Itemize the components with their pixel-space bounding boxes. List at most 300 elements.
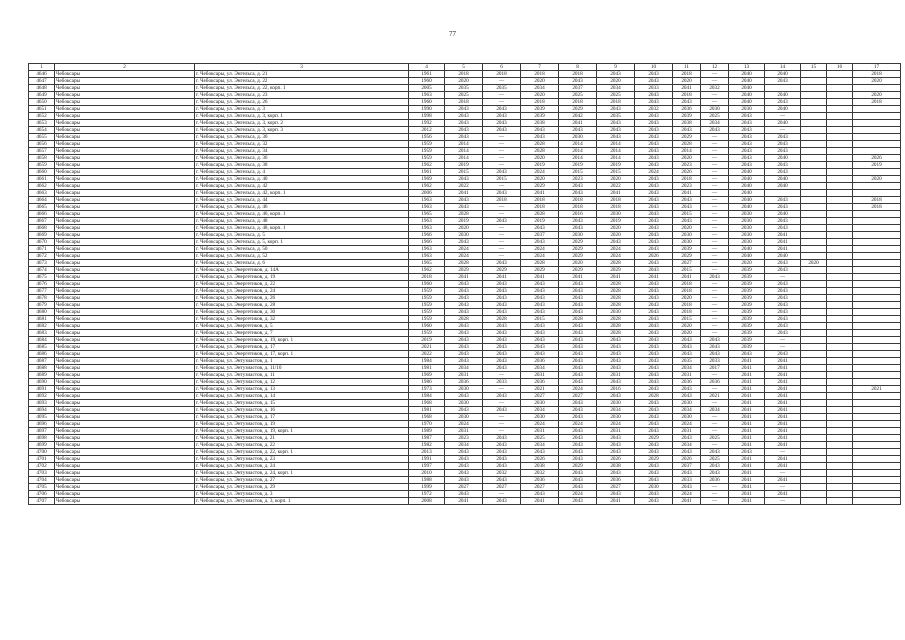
year-cell: 2043 bbox=[765, 260, 801, 267]
row-number-cell: 4662 bbox=[29, 183, 55, 190]
year-cell: 2024 bbox=[635, 169, 673, 176]
year-cell bbox=[801, 246, 827, 253]
table-row bbox=[29, 134, 901, 141]
year-cell: 2043 bbox=[559, 358, 597, 365]
year-cell: 2041 bbox=[729, 491, 765, 498]
year-cell bbox=[827, 120, 853, 127]
year-cell: 2043 bbox=[635, 134, 673, 141]
year-cell bbox=[801, 379, 827, 386]
year-cell: 2018 bbox=[483, 71, 521, 78]
table-row bbox=[29, 127, 901, 134]
year-cell: 2043 bbox=[559, 309, 597, 316]
year-cell: 2043 bbox=[521, 330, 559, 337]
year-cell: 2041 bbox=[729, 400, 765, 407]
year-cell: 2043 bbox=[445, 281, 483, 288]
year-cell: 2043 bbox=[597, 134, 635, 141]
year-cell: — bbox=[765, 113, 801, 120]
year-cell bbox=[853, 428, 901, 435]
address-cell: г. Чебоксары, ул. Энгельса, д. 5 bbox=[195, 232, 409, 239]
year-cell: — bbox=[701, 491, 729, 498]
table-row bbox=[29, 302, 901, 309]
year-cell: 2020 bbox=[853, 78, 901, 85]
year-cell: 2041 bbox=[765, 400, 801, 407]
year-cell: — bbox=[701, 218, 729, 225]
year-cell bbox=[827, 288, 853, 295]
year-cell bbox=[801, 372, 827, 379]
year-cell: 2043 bbox=[521, 288, 559, 295]
year-cell bbox=[827, 449, 853, 456]
year-cell: 2043 bbox=[597, 351, 635, 358]
city-cell: Чебоксары bbox=[55, 225, 195, 232]
year-cell: 2043 bbox=[635, 204, 673, 211]
year-cell bbox=[801, 288, 827, 295]
column-number-header: 9 bbox=[597, 64, 635, 71]
year-cell: — bbox=[483, 400, 521, 407]
year-cell: 2018 bbox=[559, 204, 597, 211]
year-cell: 2043 bbox=[483, 106, 521, 113]
row-number-cell: 4690 bbox=[29, 379, 55, 386]
year-cell: 2028 bbox=[635, 393, 673, 400]
row-number-cell: 4684 bbox=[29, 337, 55, 344]
year-cell bbox=[827, 379, 853, 386]
year-cell: 2041 bbox=[673, 85, 701, 92]
year-cell: 2028 bbox=[673, 141, 701, 148]
city-cell: Чебоксары bbox=[55, 253, 195, 260]
year-cell: 2043 bbox=[559, 372, 597, 379]
row-number-cell: 4705 bbox=[29, 484, 55, 491]
year-cell: 2043 bbox=[445, 491, 483, 498]
year-cell: 2043 bbox=[635, 337, 673, 344]
year-cell: 2039 bbox=[729, 267, 765, 274]
year-cell: 2043 bbox=[635, 498, 673, 505]
year-cell bbox=[853, 211, 901, 218]
column-number-header: 17 bbox=[853, 64, 901, 71]
year-cell: 2043 bbox=[635, 148, 673, 155]
year-cell: 2043 bbox=[445, 120, 483, 127]
year-cell: 2032 bbox=[521, 470, 559, 477]
year-cell: — bbox=[701, 155, 729, 162]
year-cell: 2029 bbox=[559, 246, 597, 253]
city-cell: Чебоксары bbox=[55, 393, 195, 400]
year-cell: 2038 bbox=[597, 463, 635, 470]
year-cell: 2014 bbox=[673, 148, 701, 155]
year-cell bbox=[853, 456, 901, 463]
year-cell: 1963 bbox=[409, 204, 445, 211]
row-number-cell: 4686 bbox=[29, 351, 55, 358]
year-cell: 2034 bbox=[521, 365, 559, 372]
year-cell bbox=[801, 155, 827, 162]
year-cell: — bbox=[765, 498, 801, 505]
year-cell: 1973 bbox=[409, 386, 445, 393]
year-cell: 2025 bbox=[597, 92, 635, 99]
year-cell: — bbox=[701, 99, 729, 106]
year-cell bbox=[853, 477, 901, 484]
year-cell: 1982 bbox=[409, 442, 445, 449]
year-cell bbox=[853, 106, 901, 113]
year-cell: 1966 bbox=[409, 232, 445, 239]
year-cell: 2041 bbox=[729, 470, 765, 477]
year-cell: 2043 bbox=[597, 491, 635, 498]
year-cell: 2041 bbox=[521, 498, 559, 505]
city-cell: Чебоксары bbox=[55, 407, 195, 414]
year-cell: 2043 bbox=[445, 477, 483, 484]
year-cell: 2029 bbox=[521, 267, 559, 274]
year-cell: 1981 bbox=[409, 407, 445, 414]
year-cell bbox=[853, 302, 901, 309]
row-number-cell: 4661 bbox=[29, 176, 55, 183]
year-cell bbox=[853, 127, 901, 134]
table-row bbox=[29, 470, 901, 477]
city-cell: Чебоксары bbox=[55, 309, 195, 316]
year-cell: 2014 bbox=[445, 155, 483, 162]
year-cell: 2041 bbox=[729, 442, 765, 449]
city-cell: Чебоксары bbox=[55, 435, 195, 442]
year-cell: 1962 bbox=[409, 267, 445, 274]
year-cell: 2040 bbox=[765, 106, 801, 113]
year-cell: 2041 bbox=[765, 414, 801, 421]
year-cell: 2043 bbox=[729, 351, 765, 358]
year-cell: 2028 bbox=[445, 316, 483, 323]
year-cell: 2018 bbox=[853, 71, 901, 78]
table-row bbox=[29, 456, 901, 463]
year-cell bbox=[827, 127, 853, 134]
year-cell: 2043 bbox=[597, 393, 635, 400]
year-cell: 2027 bbox=[673, 260, 701, 267]
year-cell: 2039 bbox=[521, 113, 559, 120]
year-cell bbox=[853, 169, 901, 176]
year-cell: 2016 bbox=[597, 386, 635, 393]
year-cell bbox=[827, 365, 853, 372]
year-cell: 2043 bbox=[559, 484, 597, 491]
year-cell: 1970 bbox=[409, 421, 445, 428]
year-cell: 1961 bbox=[409, 71, 445, 78]
row-number-cell: 4673 bbox=[29, 260, 55, 267]
year-cell: 2041 bbox=[521, 274, 559, 281]
year-cell: 2043 bbox=[445, 197, 483, 204]
year-cell: 2040 bbox=[765, 120, 801, 127]
year-cell: 2040 bbox=[765, 253, 801, 260]
year-cell bbox=[827, 253, 853, 260]
address-cell: г. Чебоксары, ул. Энтузиастов, д. 27 bbox=[195, 477, 409, 484]
table-row bbox=[29, 435, 901, 442]
table-row bbox=[29, 71, 901, 78]
year-cell: 2043 bbox=[673, 470, 701, 477]
year-cell bbox=[801, 85, 827, 92]
year-cell: 1956 bbox=[409, 134, 445, 141]
year-cell: 2039 bbox=[729, 281, 765, 288]
year-cell: 2035 bbox=[483, 85, 521, 92]
year-cell: 2043 bbox=[635, 309, 673, 316]
year-cell: 2041 bbox=[635, 274, 673, 281]
address-cell: г. Чебоксары, ул. Энергетиков, д. 32 bbox=[195, 316, 409, 323]
year-cell bbox=[827, 155, 853, 162]
year-cell: 2043 bbox=[483, 442, 521, 449]
year-cell: 2030 bbox=[673, 239, 701, 246]
year-cell: 2043 bbox=[521, 344, 559, 351]
year-cell: 2041 bbox=[729, 477, 765, 484]
year-cell: — bbox=[765, 127, 801, 134]
year-cell bbox=[827, 337, 853, 344]
year-cell bbox=[827, 358, 853, 365]
city-cell: Чебоксары bbox=[55, 155, 195, 162]
year-cell: 1960 bbox=[409, 99, 445, 106]
year-cell: 2018 bbox=[559, 197, 597, 204]
year-cell: 2029 bbox=[521, 183, 559, 190]
year-cell: 2043 bbox=[597, 127, 635, 134]
year-cell bbox=[827, 274, 853, 281]
year-cell bbox=[801, 449, 827, 456]
year-cell: 2018 bbox=[445, 71, 483, 78]
year-cell: 2043 bbox=[445, 302, 483, 309]
year-cell: 2043 bbox=[673, 449, 701, 456]
year-cell: 2039 bbox=[673, 246, 701, 253]
year-cell bbox=[801, 141, 827, 148]
year-cell: 2018 bbox=[597, 99, 635, 106]
year-cell: 2040 bbox=[729, 176, 765, 183]
year-cell bbox=[801, 309, 827, 316]
year-cell: 2030 bbox=[729, 225, 765, 232]
year-cell: 2028 bbox=[445, 211, 483, 218]
year-cell bbox=[853, 148, 901, 155]
year-cell: 2019 bbox=[445, 162, 483, 169]
address-cell: г. Чебоксары, ул. Энгельса, д. 3, корп. 3 bbox=[195, 127, 409, 134]
year-cell: 2043 bbox=[635, 141, 673, 148]
year-cell: 2027 bbox=[445, 484, 483, 491]
year-cell: 2043 bbox=[445, 393, 483, 400]
year-cell: 1959 bbox=[409, 148, 445, 155]
year-cell: 2041 bbox=[729, 372, 765, 379]
year-cell: 2043 bbox=[635, 239, 673, 246]
year-cell: 2043 bbox=[445, 344, 483, 351]
year-cell: 2043 bbox=[729, 162, 765, 169]
year-cell: 2020 bbox=[673, 225, 701, 232]
year-cell: 2043 bbox=[635, 407, 673, 414]
year-cell: 2035 bbox=[673, 358, 701, 365]
year-cell: 2025 bbox=[559, 92, 597, 99]
year-cell: 2024 bbox=[673, 491, 701, 498]
year-cell: 2043 bbox=[559, 407, 597, 414]
year-cell: 2026 bbox=[853, 155, 901, 162]
year-cell: 2041 bbox=[765, 435, 801, 442]
year-cell bbox=[853, 435, 901, 442]
city-cell: Чебоксары bbox=[55, 498, 195, 505]
year-cell: 2043 bbox=[445, 407, 483, 414]
year-cell: 2043 bbox=[521, 351, 559, 358]
year-cell: — bbox=[701, 148, 729, 155]
year-cell: — bbox=[483, 386, 521, 393]
address-cell: г. Чебоксары, ул. Энгельса, д. 52 bbox=[195, 253, 409, 260]
year-cell: 2043 bbox=[445, 309, 483, 316]
year-cell: 2043 bbox=[559, 218, 597, 225]
year-cell: 2021 bbox=[701, 393, 729, 400]
year-cell: 2043 bbox=[635, 197, 673, 204]
year-cell: 2026 bbox=[673, 169, 701, 176]
year-cell: — bbox=[701, 288, 729, 295]
year-cell: 2018 bbox=[673, 281, 701, 288]
year-cell: 2043 bbox=[483, 302, 521, 309]
year-cell: 2043 bbox=[765, 267, 801, 274]
address-cell: г. Чебоксары, ул. Энгельса, д. 42, корп. 1 bbox=[195, 190, 409, 197]
table-row bbox=[29, 176, 901, 183]
row-number-cell: 4663 bbox=[29, 190, 55, 197]
year-cell: 2043 bbox=[483, 309, 521, 316]
year-cell bbox=[853, 407, 901, 414]
year-cell bbox=[853, 393, 901, 400]
year-cell: 2034 bbox=[597, 85, 635, 92]
year-cell bbox=[801, 232, 827, 239]
city-cell: Чебоксары bbox=[55, 190, 195, 197]
row-number-cell: 4675 bbox=[29, 274, 55, 281]
year-cell bbox=[801, 99, 827, 106]
year-cell: 2043 bbox=[635, 386, 673, 393]
year-cell: 2030 bbox=[445, 400, 483, 407]
year-cell: 2020 bbox=[521, 78, 559, 85]
year-cell: 2043 bbox=[445, 295, 483, 302]
table-row bbox=[29, 449, 901, 456]
year-cell: — bbox=[701, 323, 729, 330]
year-cell bbox=[827, 498, 853, 505]
address-cell: г. Чебоксары, ул. Энтузиастов, д. 11 bbox=[195, 372, 409, 379]
year-cell bbox=[801, 470, 827, 477]
city-cell: Чебоксары bbox=[55, 134, 195, 141]
year-cell: — bbox=[701, 232, 729, 239]
year-cell: 1963 bbox=[409, 253, 445, 260]
row-number-cell: 4646 bbox=[29, 71, 55, 78]
year-cell bbox=[827, 351, 853, 358]
year-cell: 2043 bbox=[483, 344, 521, 351]
year-cell: — bbox=[483, 246, 521, 253]
year-cell: 2018 bbox=[673, 302, 701, 309]
year-cell bbox=[801, 414, 827, 421]
year-cell: 2043 bbox=[765, 330, 801, 337]
year-cell bbox=[827, 456, 853, 463]
year-cell bbox=[853, 463, 901, 470]
year-cell: 2014 bbox=[559, 141, 597, 148]
year-cell: 2043 bbox=[729, 141, 765, 148]
year-cell: — bbox=[765, 470, 801, 477]
year-cell: 2043 bbox=[445, 337, 483, 344]
table-row bbox=[29, 246, 901, 253]
row-number-cell: 4660 bbox=[29, 169, 55, 176]
year-cell: 1959 bbox=[409, 309, 445, 316]
year-cell bbox=[801, 71, 827, 78]
address-cell: г. Чебоксары, ул. Энгельса, д. 48 bbox=[195, 218, 409, 225]
year-cell bbox=[801, 477, 827, 484]
year-cell: 1959 bbox=[409, 288, 445, 295]
column-number-header: 1 bbox=[29, 64, 55, 71]
year-cell: 1959 bbox=[409, 316, 445, 323]
row-number-cell: 4688 bbox=[29, 365, 55, 372]
year-cell: 1989 bbox=[409, 428, 445, 435]
year-cell: 2024 bbox=[445, 253, 483, 260]
year-cell bbox=[801, 211, 827, 218]
year-cell: 2019 bbox=[597, 162, 635, 169]
year-cell: — bbox=[701, 246, 729, 253]
year-cell: 2043 bbox=[765, 141, 801, 148]
row-number-cell: 4667 bbox=[29, 218, 55, 225]
year-cell: 2043 bbox=[635, 379, 673, 386]
year-cell bbox=[853, 253, 901, 260]
year-cell: 2018 bbox=[521, 71, 559, 78]
year-cell: 2020 bbox=[597, 78, 635, 85]
year-cell: 2021 bbox=[409, 344, 445, 351]
year-cell: 2021 bbox=[853, 386, 901, 393]
row-number-cell: 4700 bbox=[29, 449, 55, 456]
row-number-cell: 4648 bbox=[29, 85, 55, 92]
year-cell bbox=[827, 99, 853, 106]
year-cell: 2043 bbox=[635, 491, 673, 498]
year-cell: 2043 bbox=[483, 120, 521, 127]
year-cell: 2043 bbox=[559, 400, 597, 407]
year-cell bbox=[827, 372, 853, 379]
year-cell: 2040 bbox=[765, 211, 801, 218]
year-cell: 2036 bbox=[701, 477, 729, 484]
year-cell: 2043 bbox=[445, 204, 483, 211]
year-cell: 2018 bbox=[853, 99, 901, 106]
row-number-cell: 4683 bbox=[29, 330, 55, 337]
year-cell: 2039 bbox=[729, 274, 765, 281]
year-cell: 2025 bbox=[701, 456, 729, 463]
table-row bbox=[29, 414, 901, 421]
year-cell: 2043 bbox=[635, 477, 673, 484]
year-cell: 2018 bbox=[673, 309, 701, 316]
year-cell: 2020 bbox=[521, 176, 559, 183]
year-cell: 2023 bbox=[445, 435, 483, 442]
year-cell bbox=[853, 183, 901, 190]
year-cell bbox=[801, 491, 827, 498]
row-number-cell: 4695 bbox=[29, 414, 55, 421]
city-cell: Чебоксары bbox=[55, 218, 195, 225]
table-row bbox=[29, 253, 901, 260]
column-number-header: 11 bbox=[673, 64, 701, 71]
year-cell: 2018 bbox=[445, 99, 483, 106]
year-cell bbox=[853, 379, 901, 386]
year-cell: 1963 bbox=[409, 92, 445, 99]
year-cell: 2030 bbox=[597, 414, 635, 421]
row-number-cell: 4659 bbox=[29, 162, 55, 169]
year-cell: 2043 bbox=[635, 120, 673, 127]
year-cell: — bbox=[701, 295, 729, 302]
year-cell: 2030 bbox=[445, 386, 483, 393]
year-cell: 2041 bbox=[765, 372, 801, 379]
year-cell: 2018 bbox=[673, 71, 701, 78]
year-cell: 2043 bbox=[559, 428, 597, 435]
year-cell: 2035 bbox=[597, 113, 635, 120]
year-cell: — bbox=[765, 274, 801, 281]
table-row bbox=[29, 407, 901, 414]
address-cell: г. Чебоксары, ул. Энергетиков, д. 17, корп. 1 bbox=[195, 351, 409, 358]
year-cell: 2028 bbox=[521, 211, 559, 218]
row-number-cell: 4658 bbox=[29, 155, 55, 162]
year-cell: 2028 bbox=[521, 260, 559, 267]
year-cell: 2028 bbox=[597, 281, 635, 288]
row-number-cell: 4696 bbox=[29, 421, 55, 428]
year-cell: 2043 bbox=[559, 281, 597, 288]
year-cell: 2043 bbox=[483, 393, 521, 400]
year-cell: 2024 bbox=[597, 421, 635, 428]
year-cell: 2037 bbox=[673, 463, 701, 470]
year-cell: 1960 bbox=[409, 78, 445, 85]
year-cell: 1963 bbox=[409, 218, 445, 225]
year-cell: 2028 bbox=[597, 316, 635, 323]
year-cell: 2043 bbox=[701, 449, 729, 456]
row-number-cell: 4680 bbox=[29, 309, 55, 316]
year-cell: 2039 bbox=[673, 113, 701, 120]
year-cell bbox=[765, 190, 801, 197]
address-cell: г. Чебоксары, ул. Энгельса, д. 6 bbox=[195, 260, 409, 267]
year-cell bbox=[827, 92, 853, 99]
year-cell: — bbox=[701, 253, 729, 260]
